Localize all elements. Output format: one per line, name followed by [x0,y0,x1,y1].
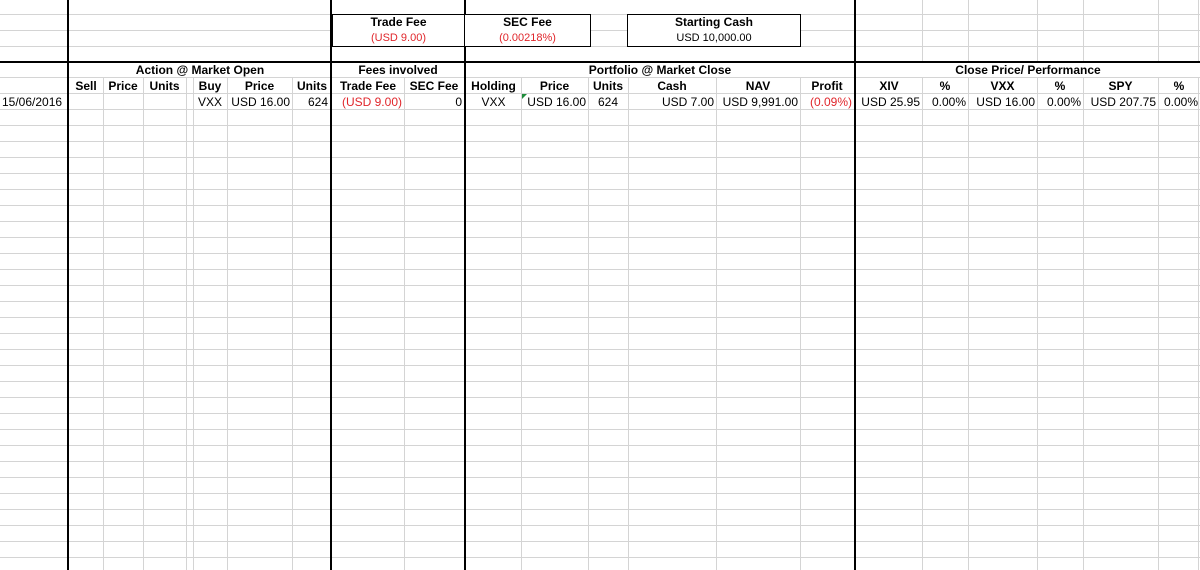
row-gridline [0,157,1200,158]
column-gridline [1198,0,1199,62]
column-gridline [800,77,801,570]
cell-holding[interactable]: VXX [481,95,506,109]
section-action-header[interactable]: Action @ Market Open [135,63,265,77]
cell-date[interactable]: 15/06/2016 [2,95,63,109]
cell-buy[interactable]: VXX [197,95,222,109]
row-gridline [0,189,1200,190]
row-gridline [0,397,1200,398]
column-gridline [588,77,589,570]
cell-xiv[interactable]: USD 25.95 [861,95,920,109]
column-gridline [1158,77,1159,570]
col-header-xiv-pct[interactable]: % [939,79,951,93]
row-gridline [0,525,1200,526]
col-header-buy-units[interactable]: Units [297,79,327,93]
row-gridline [0,221,1200,222]
column-gridline [628,77,629,570]
cell-spy-pct[interactable]: 0.00% [1163,95,1198,109]
cell-cash[interactable]: USD 7.00 [661,95,714,109]
column-gridline [922,77,923,570]
starting-cash-value[interactable]: USD 10,000.00 [676,32,752,44]
column-gridline [521,77,522,570]
cell-buy-units[interactable]: 624 [307,95,328,109]
col-header-holding[interactable]: Holding [471,79,516,93]
column-gridline [716,77,717,570]
row-gridline [0,285,1200,286]
sec-fee-value[interactable]: (0.00218%) [499,32,556,44]
trade-fee-label[interactable]: Trade Fee [370,15,427,29]
cell-spy[interactable]: USD 207.75 [1090,95,1156,109]
col-header-vxx[interactable]: VXX [990,79,1015,93]
row-gridline [0,46,1200,47]
column-gridline [1083,0,1084,62]
cell-profit[interactable]: (0.09%) [809,95,852,109]
column-gridline [103,77,104,570]
column-gridline [227,77,228,570]
row-gridline [0,381,1200,382]
row-gridline [0,429,1200,430]
row-gridline [0,301,1200,302]
column-gridline [404,77,405,570]
cell-units[interactable]: 624 [597,95,619,109]
column-gridline [968,77,969,570]
row-gridline [0,317,1200,318]
cell-buy-price[interactable]: USD 16.00 [231,95,290,109]
col-header-nav[interactable]: NAV [745,79,771,93]
col-header-spy-pct[interactable]: % [1173,79,1185,93]
row-gridline [0,253,1200,254]
column-gridline [1083,77,1084,570]
row-gridline [0,269,1200,270]
row-gridline [0,237,1200,238]
row-gridline [0,557,1200,558]
cell-sec-fee[interactable]: 0 [455,95,462,109]
row-gridline [0,509,1200,510]
cell-trade-fee[interactable]: (USD 9.00) [341,95,402,109]
column-gridline [193,77,194,570]
row-gridline [0,125,1200,126]
col-header-price[interactable]: Price [539,79,570,93]
col-header-buy-price[interactable]: Price [244,79,275,93]
cell-vxx-pct[interactable]: 0.00% [1046,95,1081,109]
column-gridline [922,0,923,62]
starting-cash-label[interactable]: Starting Cash [674,15,753,29]
row-gridline [0,349,1200,350]
row-gridline [0,541,1200,542]
col-header-buy[interactable]: Buy [198,79,222,93]
section-performance-header[interactable]: Close Price/ Performance [955,63,1101,77]
col-header-cash[interactable]: Cash [657,79,687,93]
col-header-sell[interactable]: Sell [75,79,97,93]
col-header-sell-price[interactable]: Price [108,79,138,93]
row-gridline [0,141,1200,142]
column-gridline [1037,0,1038,62]
column-gridline [186,77,187,570]
row-gridline [0,30,1200,31]
column-gridline [968,0,969,62]
row-gridline [0,205,1200,206]
column-gridline [292,77,293,570]
section-fees-header[interactable]: Fees involved [358,63,438,77]
col-header-profit[interactable]: Profit [811,79,843,93]
trade-fee-value[interactable]: (USD 9.00) [370,32,427,44]
column-gridline [143,77,144,570]
col-header-trade-fee[interactable]: Trade Fee [339,79,397,93]
row-gridline [0,445,1200,446]
row-gridline [0,477,1200,478]
cell-nav[interactable]: USD 9,991.00 [722,95,798,109]
row-gridline [0,365,1200,366]
row-gridline [0,493,1200,494]
section-portfolio-header[interactable]: Portfolio @ Market Close [588,63,732,77]
row-gridline [0,413,1200,414]
column-gridline [1037,77,1038,570]
column-gridline [1158,0,1159,62]
col-header-sell-units[interactable]: Units [149,79,180,93]
col-header-spy[interactable]: SPY [1108,79,1133,93]
col-header-vxx-pct[interactable]: % [1054,79,1066,93]
col-header-xiv[interactable]: XIV [879,79,899,93]
row-gridline [0,14,1200,15]
cell-price[interactable]: USD 16.00 [527,95,586,109]
row-gridline [0,461,1200,462]
sec-fee-label[interactable]: SEC Fee [503,15,552,29]
row-gridline [0,173,1200,174]
cell-vxx[interactable]: USD 16.00 [976,95,1035,109]
cell-xiv-pct[interactable]: 0.00% [931,95,966,109]
col-header-sec-fee[interactable]: SEC Fee [409,79,459,93]
col-header-units[interactable]: Units [593,79,623,93]
row-gridline [0,333,1200,334]
column-gridline [1198,77,1199,570]
